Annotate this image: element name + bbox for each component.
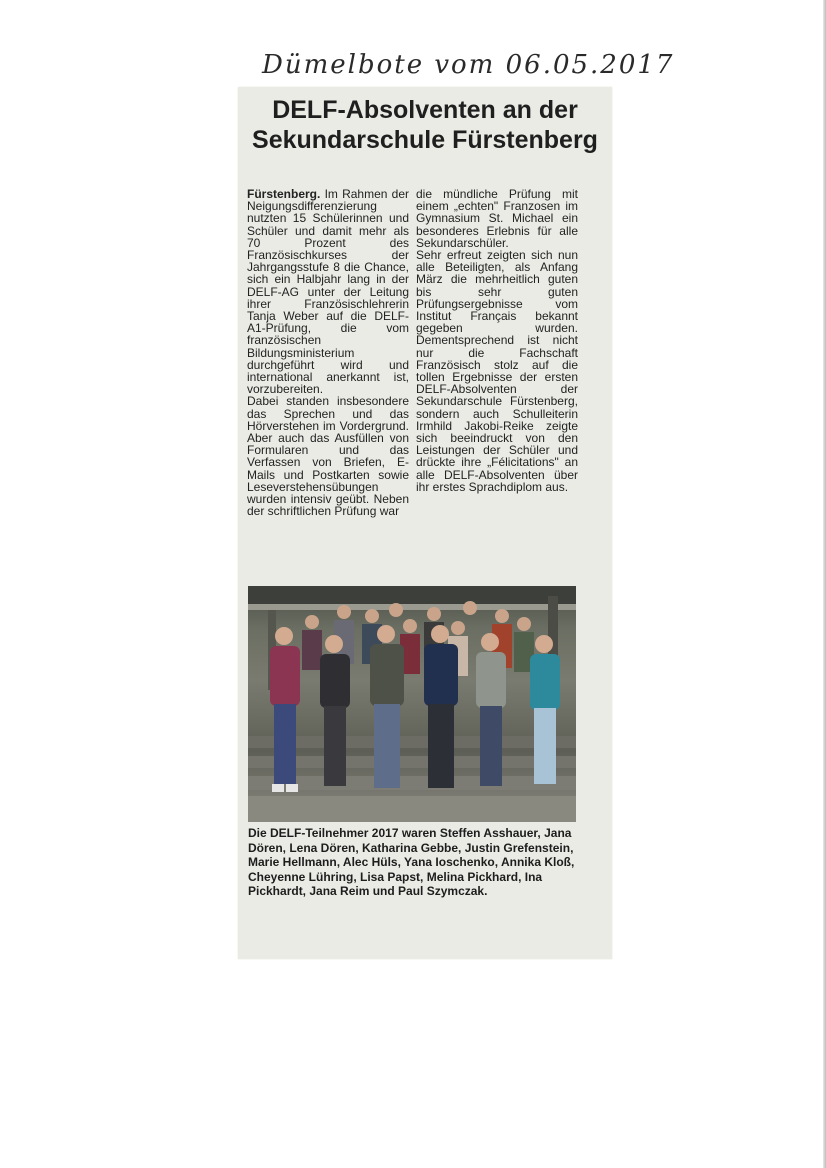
handwritten-note: Dümelbote vom 06.05.2017	[262, 50, 675, 80]
article-paragraph-1	[247, 188, 409, 395]
article-column-2	[416, 188, 578, 493]
newspaper-clipping	[238, 87, 612, 959]
group-photo	[248, 586, 576, 822]
article-intro-text: Im Rahmen der Neigungsdifferenzierung nutzten 15 Schülerinnen und Schüler und damit mehr als 70 Prozent des Französischkurses der Jahrgangsstufe 8 die Chance, sich ein Halbjahr lang in der DELF-AG unter der Leitung ihrer Französischlehrerin Tanja Weber auf die DELF-A1-Prüfung, die vom französischen Bildungsministerium durchgeführt wird und international anerkannt ist, vorzubereiten.	[247, 187, 410, 397]
group-photo-image	[248, 586, 576, 822]
article-paragraph-3: die mündliche Prüfung mit einem „echten" Franzosen im Gymnasium St. Michael ein besonderes Erlebnis für alle Sekundarschüler.	[416, 187, 578, 250]
article-headline: DELF-Absolventen an der Sekundarschule Fürstenberg	[252, 96, 598, 154]
article-column-1	[247, 188, 409, 517]
article-dateline: Fürstenberg.	[247, 187, 321, 201]
article-paragraph-4: Sehr erfreut zeigten sich nun alle Beteiligten, als Anfang März die mehrheitlich guten bis sehr guten Prüfungsergebnisse vom Institut Français bekannt gegeben wurden. Dementsprechend ist nicht nur die Fachschaft Französisch stolz auf die tollen Ergebnisse der ersten DELF-Absolventen der Sekundarschule Fürstenberg, sondern auch Schulleiterin Irmhild Jakobi-Reike zeigte sich beeindruckt von den Leistungen der Schüler und drückte ihre „Félicitations" an alle DELF-Absolventen über ihr erstes Sprachdiplom aus.	[416, 248, 578, 494]
photo-caption: Die DELF-Teilnehmer 2017 waren Steffen Asshauer, Jana Dören, Lena Dören, Katharina Gebbe, Justin Grefenstein, Marie Hellmann, Alec Hüls, Yana Ioschenko, Annika Kloß, Cheyenne Lühring, Lisa Papst, Melina Pickhard, Ina Pickhardt, Jana Reim und Paul Szymczak.	[248, 826, 575, 898]
article-paragraph-2: Dabei standen insbesondere das Sprechen und das Hörverstehen im Vordergrund. Aber auch das Ausfüllen von Formularen und das Verfassen von Briefen, E-Mails und Postkarten sowie Leseverstehensübungen wurden intensiv geübt. Neben der schriftlichen Prüfung war	[247, 394, 409, 519]
